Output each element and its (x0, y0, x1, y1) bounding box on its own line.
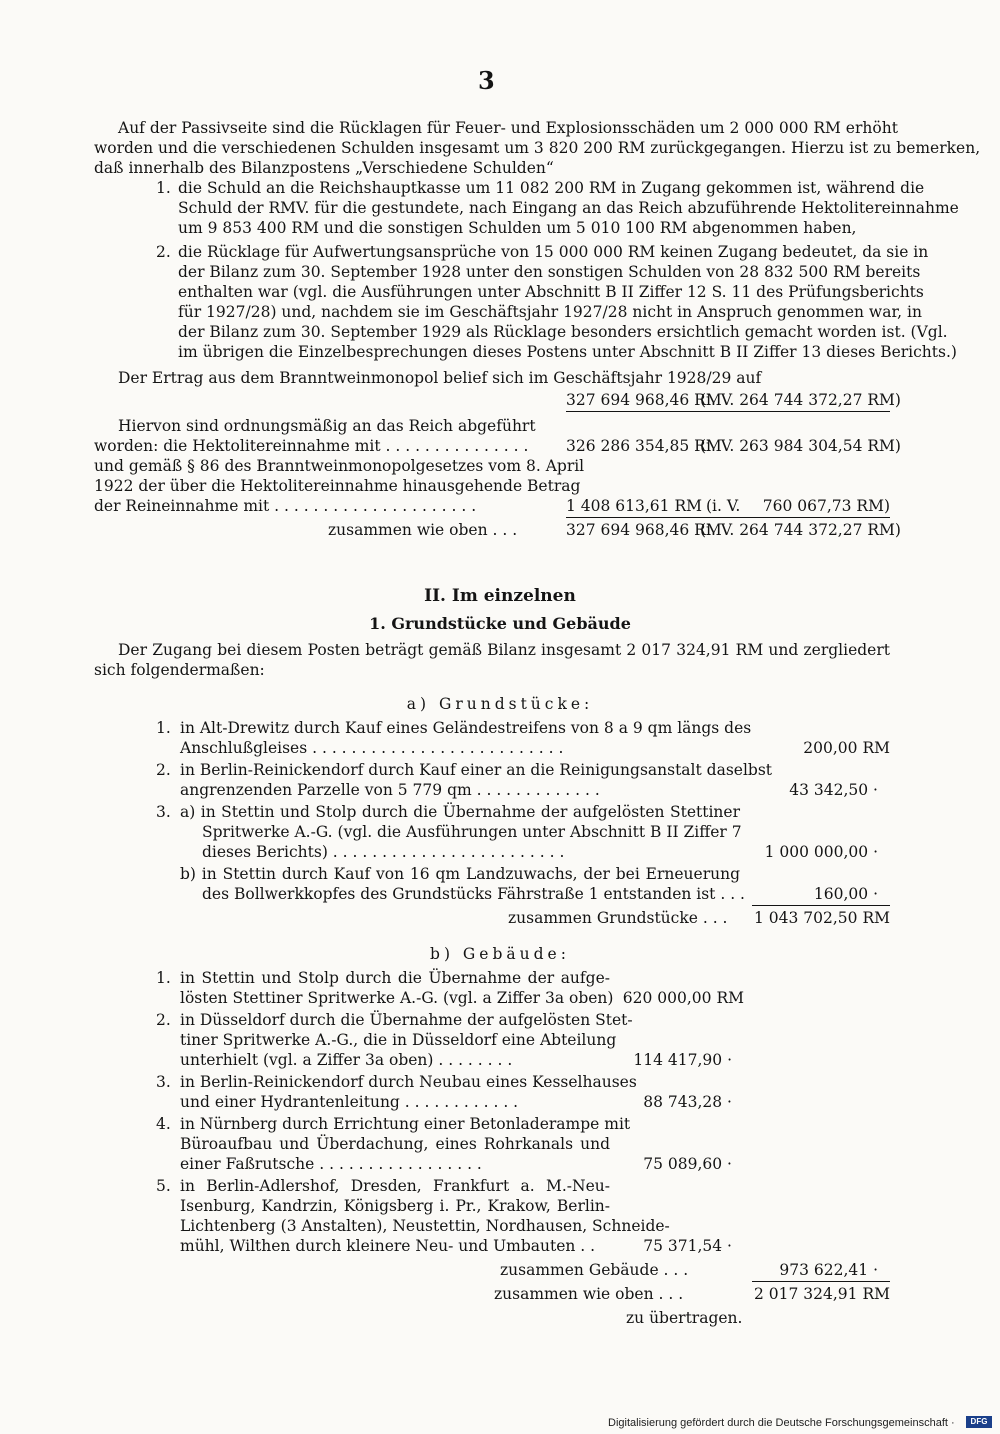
rein-prev-value: 760 067,73 RM) (762, 497, 890, 515)
gb-item-2-number: 2. (156, 1011, 171, 1029)
gb-item-1-number: 1. (156, 969, 171, 987)
rein-value: 1 408 613,61 RM (565, 497, 702, 515)
gebaeude-sum-value: 973 622,41 · (779, 1261, 878, 1279)
note-1-line-2: Schuld der RMV. für die gestundete, nach Eingang an das Reich abzuführende Hektolitereinnahme (178, 199, 959, 217)
dfg-logo: DFG (966, 1416, 992, 1428)
gebaeude-sum-label: zusammen Gebäude . . . (500, 1261, 689, 1279)
note-1-line-1: die Schuld an die Reichshauptkasse um 11 082 200 RM in Zugang gekommen ist, während die (178, 179, 925, 197)
gs-item-2-line-2: angrenzenden Parzelle von 5 779 qm . . . . . . . . . . . . . (180, 781, 600, 799)
note-2-line-6: im übrigen die Einzelbesprechungen dieses Postens unter Abschnitt B II Ziffer 13 dieses Berichts.) (178, 343, 957, 361)
intro-line-3: daß innerhalb des Bilanzpostens „Verschiedene Schulden“ (94, 159, 554, 177)
ertrag-total-prev: (i. V. 264 744 372,27 RM) (700, 391, 901, 409)
gs-item-3a-line-3: dieses Berichts) . . . . . . . . . . . . . . . . . . . . . . . . (202, 843, 565, 861)
gs-item-2-number: 2. (156, 761, 171, 779)
gs-item-2-line-1: in Berlin-Reinickendorf durch Kauf einer an die Reinigungsanstalt daselbst (180, 761, 773, 779)
gs-item-1-line-2: Anschlußgleises . . . . . . . . . . . . . . . . . . . . . . . . . . (180, 739, 564, 757)
intro-line-2: worden und die verschiedenen Schulden insgesamt um 3 820 200 RM zurückgegangen. Hierzu ist zu bemerken, (94, 139, 981, 157)
rule-gebaeude (752, 1281, 890, 1282)
gb-item-3-number: 3. (156, 1073, 171, 1091)
section-intro-line-2: sich folgendermaßen: (94, 661, 265, 679)
grundstuecke-sum-value: 1 043 702,50 RM (753, 909, 890, 927)
gb-item-4-line-1: in Nürnberg durch Errichtung einer Betonladerampe mit (180, 1115, 631, 1133)
ertrag-sum-label: zusammen wie oben . . . (328, 521, 518, 539)
gb-item-4-line-2: Büroaufbau und Überdachung, eines Rohrkanals und (180, 1135, 610, 1153)
gs-item-3b-line-1: b) in Stettin durch Kauf von 16 qm Landzuwachs, der bei Erneuerung (180, 865, 740, 883)
abgefuehrt-line-1: Hiervon sind ordnungsmäßig an das Reich abgeführt (118, 417, 536, 435)
abgefuehrt-line-2: worden: die Hektolitereinnahme mit . . . . . . . . . . . . . . . (94, 437, 529, 455)
note-2-line-2: der Bilanz zum 30. September 1928 unter den sonstigen Schulden von 28 832 500 RM bereits (178, 263, 921, 281)
ertrag-text: Der Ertrag aus dem Branntweinmonopol belief sich im Geschäftsjahr 1928/29 auf (118, 369, 762, 387)
gb-item-3-line-2: und einer Hydrantenleitung . . . . . . . . . . . . (180, 1093, 519, 1111)
gs-item-3a-line-2: Spritwerke A.-G. (vgl. die Ausführungen unter Abschnitt B II Ziffer 7 (202, 823, 742, 841)
rule-grundstuecke (752, 905, 890, 906)
hekto-prev: (i. V. 263 984 304,54 RM) (700, 437, 901, 455)
page-number: 3 (478, 66, 495, 95)
ertrag-sum-prev: (i. V. 264 744 372,27 RM) (700, 521, 901, 539)
grundstuecke-heading: a) Grundstücke: (406, 695, 594, 713)
gb-item-3-line-1: in Berlin-Reinickendorf durch Neubau eines Kesselhauses (180, 1073, 637, 1091)
rein-line-3: der Reineinnahme mit . . . . . . . . . . . . . . . . . . . . . (94, 497, 477, 515)
note-1-line-3: um 9 853 400 RM und die sonstigen Schulden um 5 010 100 RM abgenommen haben, (178, 219, 857, 237)
section-heading: II. Im einzelnen (424, 586, 576, 606)
rein-line-1: und gemäß § 86 des Branntweinmonopolgesetzes vom 8. April (94, 457, 585, 475)
gb-item-4-amount: 75 089,60 · (643, 1155, 732, 1173)
note-1-number: 1. (156, 179, 171, 197)
section-intro-line-1: Der Zugang bei diesem Posten beträgt gemäß Bilanz insgesamt 2 017 324,91 RM und zergliedert (118, 641, 890, 659)
gb-item-2-line-1: in Düsseldorf durch die Übernahme der aufgelösten Stet- (180, 1011, 633, 1029)
gb-item-5-line-4: mühl, Wilthen durch kleinere Neu- und Umbauten . . (180, 1237, 596, 1255)
gb-item-2-amount: 114 417,90 · (633, 1051, 732, 1069)
gb-item-2-line-2: tiner Spritwerke A.-G., die in Düsseldorf eine Abteilung (180, 1031, 617, 1049)
note-2-line-5: der Bilanz zum 30. September 1929 als Rücklage besonders ersichtlich gemacht worden ist. (Vgl. (178, 323, 948, 341)
gs-item-3b-line-2: des Bollwerkkopfes des Grundstücks Fährstraße 1 entstanden ist . . . (202, 885, 745, 903)
gs-item-1-line-1: in Alt-Drewitz durch Kauf eines Geländestreifens von 8 a 9 qm längs des (180, 719, 752, 737)
rule-ertrag-total (566, 411, 890, 412)
grundstuecke-sum-label: zusammen Grundstücke . . . (508, 909, 728, 927)
gs-item-3a-amount: 1 000 000,00 · (764, 843, 878, 861)
note-2-number: 2. (156, 243, 171, 261)
gb-item-5-number: 5. (156, 1177, 171, 1195)
gb-item-1-line-1: in Stettin und Stolp durch die Übernahme der aufge- (180, 969, 610, 987)
gb-item-1-amount: 620 000,00 RM (622, 989, 744, 1007)
carry-forward: zu übertragen. (626, 1309, 743, 1327)
gb-item-5-amount: 75 371,54 · (643, 1237, 732, 1255)
gs-item-1-amount: 200,00 RM (803, 739, 890, 757)
gs-item-3a-line-1: a) in Stettin und Stolp durch die Übernahme der aufgelösten Stettiner (180, 803, 740, 821)
ertrag-sum-value: 327 694 968,46 RM (566, 521, 722, 539)
ertrag-total: 327 694 968,46 RM (566, 391, 722, 409)
gs-item-3b-amount: 160,00 · (813, 885, 878, 903)
gb-item-5-line-3: Lichtenberg (3 Anstalten), Neustettin, Nordhausen, Schneide- (180, 1217, 670, 1235)
gb-item-1-line-2: lösten Stettiner Spritwerke A.-G. (vgl. a Ziffer 3a oben) (180, 989, 614, 1007)
gb-item-2-line-3: unterhielt (vgl. a Ziffer 3a oben) . . . . . . . . (180, 1051, 513, 1069)
rein-line-2: 1922 der über die Hektolitereinnahme hinausgehende Betrag (94, 477, 581, 495)
note-2-line-4: für 1927/28) und, nachdem sie im Geschäftsjahr 1927/28 nicht in Anspruch genommen war, in (178, 303, 922, 321)
gb-item-5-line-2: Isenburg, Kandrzin, Königsberg i. Pr., Krakow, Berlin- (180, 1197, 610, 1215)
gb-item-4-number: 4. (156, 1115, 171, 1133)
rein-prev-prefix: (i. V. (706, 497, 741, 515)
gebaeude-total-value: 2 017 324,91 RM (753, 1285, 890, 1303)
gs-item-1-number: 1. (156, 719, 171, 737)
gb-item-3-amount: 88 743,28 · (643, 1093, 732, 1111)
note-2-line-1: die Rücklage für Aufwertungsansprüche von 15 000 000 RM keinen Zugang bedeutet, da sie in (178, 243, 929, 261)
gebaeude-total-label: zusammen wie oben . . . (494, 1285, 684, 1303)
section-subheading: 1. Grundstücke und Gebäude (369, 614, 631, 633)
gs-item-2-amount: 43 342,50 · (789, 781, 878, 799)
hekto-value: 326 286 354,85 RM (566, 437, 722, 455)
digitization-credit: Digitalisierung gefördert durch die Deutsche Forschungsgemeinschaft · (608, 1417, 955, 1429)
gb-item-4-line-3: einer Faßrutsche . . . . . . . . . . . . . . . . . (180, 1155, 482, 1173)
intro-line-1: Auf der Passivseite sind die Rücklagen für Feuer- und Explosionsschäden um 2 000 000 RM erhöht (118, 119, 898, 137)
rule-ertrag-sum (566, 517, 890, 518)
gebaeude-heading: b) Gebäude: (430, 945, 570, 963)
gs-item-3-number: 3. (156, 803, 171, 821)
note-2-line-3: enthalten war (vgl. die Ausführungen unter Abschnitt B II Ziffer 12 S. 11 des Prüfungsberichts (178, 283, 924, 301)
gb-item-5-line-1: in Berlin-Adlershof, Dresden, Frankfurt a. M.-Neu- (180, 1177, 610, 1195)
